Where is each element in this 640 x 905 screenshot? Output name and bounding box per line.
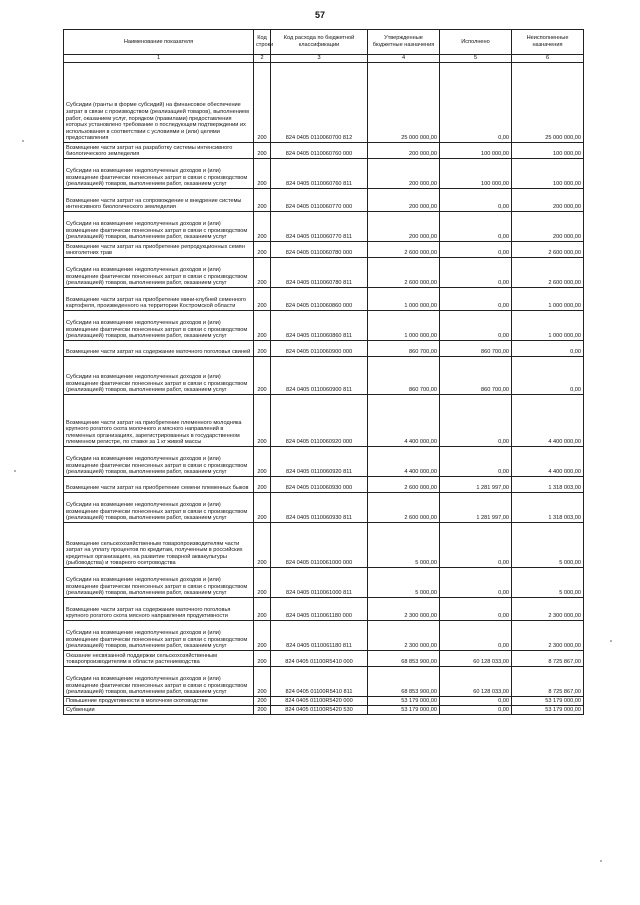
table-row	[64, 568, 584, 598]
approved-amount-cell: 4 400 000,00	[368, 447, 440, 477]
indicator-name-cell: Субсидии на возмещение недополученных доходов и (или) возмещение фактически понесенных затрат в связи с производством (реализацией) товаров, выполнением работ, оказанием услуг	[64, 357, 254, 395]
indicator-name-cell: Субсидии на возмещение недополученных доходов и (или) возмещение фактически понесенных затрат в связи с производством (реализацией) товаров, выполнением работ, оказанием услуг	[64, 159, 254, 189]
unexecuted-amount-cell: 25 000 000,00	[512, 63, 584, 143]
executed-amount-cell: 0,00	[440, 288, 512, 311]
table-row	[64, 621, 584, 651]
table-row	[64, 212, 584, 242]
indicator-name-cell: Субсидии (гранты в форме субсидий) на финансовое обеспечение затрат в связи с производством (реализацией товаров), выполнением работ, оказанием услуг, порядком (правилами) предоставления которых установлено требование о последующем подтверждении их использования в соответствии с условиями и (или) целями предоставления	[64, 63, 254, 143]
line-code-cell: 200	[254, 447, 271, 477]
unexecuted-amount-cell: 5 000,00	[512, 568, 584, 598]
line-code-cell: 200	[254, 242, 271, 258]
header-budget-code: Код расхода по бюджетной классификации	[271, 30, 368, 55]
table-row	[64, 493, 584, 523]
unexecuted-amount-cell: 1 000 000,00	[512, 288, 584, 311]
indicator-name-cell: Возмещение части затрат на содержание маточного поголовья свиней	[64, 341, 254, 357]
line-code-cell: 200	[254, 667, 271, 697]
approved-amount-cell: 53 179 000,00	[368, 697, 440, 706]
column-number: 6	[512, 55, 584, 63]
budget-code-cell: 824 0405 0110060770 000	[271, 189, 368, 212]
unexecuted-amount-cell: 100 000,00	[512, 143, 584, 159]
table-row	[64, 651, 584, 667]
approved-amount-cell: 860 700,00	[368, 341, 440, 357]
budget-code-cell: 824 0405 0110060780 811	[271, 258, 368, 288]
table-row	[64, 242, 584, 258]
line-code-cell: 200	[254, 523, 271, 568]
approved-amount-cell: 25 000 000,00	[368, 63, 440, 143]
line-code-cell: 200	[254, 493, 271, 523]
scan-speck	[14, 470, 16, 472]
column-numbers-row	[64, 55, 584, 63]
header-executed: Исполнено	[440, 30, 512, 55]
budget-code-cell: 824 0405 01100R5420 530	[271, 706, 368, 715]
executed-amount-cell: 100 000,00	[440, 143, 512, 159]
table-row	[64, 706, 584, 715]
table-row	[64, 357, 584, 395]
approved-amount-cell: 4 400 000,00	[368, 395, 440, 447]
column-number: 2	[254, 55, 271, 63]
approved-amount-cell: 68 853 900,00	[368, 667, 440, 697]
header-unexecuted: Неисполненные назначения	[512, 30, 584, 55]
executed-amount-cell: 0,00	[440, 447, 512, 477]
executed-amount-cell: 0,00	[440, 258, 512, 288]
unexecuted-amount-cell: 4 400 000,00	[512, 395, 584, 447]
table-row	[64, 258, 584, 288]
unexecuted-amount-cell: 1 318 003,00	[512, 477, 584, 493]
column-number: 4	[368, 55, 440, 63]
indicator-name-cell: Субсидии на возмещение недополученных доходов и (или) возмещение фактически понесенных затрат в связи с производством (реализацией) товаров, выполнением работ, оказанием услуг	[64, 258, 254, 288]
column-number: 3	[271, 55, 368, 63]
table-row	[64, 395, 584, 447]
approved-amount-cell: 68 853 900,00	[368, 651, 440, 667]
budget-code-cell: 824 0405 0110061000 000	[271, 523, 368, 568]
unexecuted-amount-cell: 200 000,00	[512, 212, 584, 242]
line-code-cell: 200	[254, 311, 271, 341]
budget-code-cell: 824 0405 0110061180 811	[271, 621, 368, 651]
executed-amount-cell: 0,00	[440, 706, 512, 715]
scan-speck	[610, 640, 612, 642]
scan-speck	[600, 860, 602, 862]
budget-code-cell: 824 0405 0110060860 000	[271, 288, 368, 311]
budget-code-cell: 824 0405 0110060930 000	[271, 477, 368, 493]
line-code-cell: 200	[254, 212, 271, 242]
line-code-cell: 200	[254, 621, 271, 651]
approved-amount-cell: 2 600 000,00	[368, 258, 440, 288]
budget-code-cell: 824 0405 0110060860 811	[271, 311, 368, 341]
indicator-name-cell: Возмещение части затрат на сопровождение и внедрение системы интенсивного биологического земледелия	[64, 189, 254, 212]
line-code-cell: 200	[254, 341, 271, 357]
unexecuted-amount-cell: 4 400 000,00	[512, 447, 584, 477]
approved-amount-cell: 1 000 000,00	[368, 288, 440, 311]
budget-code-cell: 824 0405 0110061180 000	[271, 598, 368, 621]
budget-code-cell: 824 0405 0110060920 000	[271, 395, 368, 447]
line-code-cell: 200	[254, 288, 271, 311]
unexecuted-amount-cell: 2 300 000,00	[512, 621, 584, 651]
table-row	[64, 288, 584, 311]
unexecuted-amount-cell: 0,00	[512, 341, 584, 357]
line-code-cell: 200	[254, 568, 271, 598]
approved-amount-cell: 53 179 000,00	[368, 706, 440, 715]
budget-code-cell: 824 0405 0110060900 000	[271, 341, 368, 357]
unexecuted-amount-cell: 53 179 000,00	[512, 706, 584, 715]
indicator-name-cell: Возмещение части затрат на разработку системы интенсивного биологического земледелия	[64, 143, 254, 159]
line-code-cell: 200	[254, 143, 271, 159]
approved-amount-cell: 5 000,00	[368, 523, 440, 568]
table-row	[64, 667, 584, 697]
table-row	[64, 341, 584, 357]
approved-amount-cell: 860 700,00	[368, 357, 440, 395]
approved-amount-cell: 1 000 000,00	[368, 311, 440, 341]
executed-amount-cell: 1 281 997,00	[440, 477, 512, 493]
unexecuted-amount-cell: 5 000,00	[512, 523, 584, 568]
approved-amount-cell: 2 300 000,00	[368, 621, 440, 651]
page-number: 57	[314, 10, 325, 20]
budget-code-cell: 824 0405 01100R5410 000	[271, 651, 368, 667]
approved-amount-cell: 200 000,00	[368, 212, 440, 242]
executed-amount-cell: 60 128 033,00	[440, 651, 512, 667]
budget-code-cell: 824 0405 01100R5410 811	[271, 667, 368, 697]
line-code-cell: 200	[254, 598, 271, 621]
line-code-cell: 200	[254, 697, 271, 706]
unexecuted-amount-cell: 1 318 003,00	[512, 493, 584, 523]
executed-amount-cell: 860 700,00	[440, 341, 512, 357]
executed-amount-cell: 0,00	[440, 311, 512, 341]
table-row	[64, 447, 584, 477]
table-row	[64, 63, 584, 143]
budget-code-cell: 824 0405 0110060900 811	[271, 357, 368, 395]
table-body	[64, 63, 584, 715]
budget-code-cell: 824 0405 01100R5420 000	[271, 697, 368, 706]
line-code-cell: 200	[254, 159, 271, 189]
line-code-cell: 200	[254, 189, 271, 212]
budget-code-cell: 824 0405 0110060920 811	[271, 447, 368, 477]
executed-amount-cell: 0,00	[440, 63, 512, 143]
budget-code-cell: 824 0405 0110060760 811	[271, 159, 368, 189]
unexecuted-amount-cell: 100 000,00	[512, 159, 584, 189]
unexecuted-amount-cell: 2 300 000,00	[512, 598, 584, 621]
budget-code-cell: 824 0405 0110060770 811	[271, 212, 368, 242]
table-row	[64, 477, 584, 493]
budget-report-table	[63, 29, 584, 715]
executed-amount-cell: 0,00	[440, 189, 512, 212]
indicator-name-cell: Субсидии на возмещение недополученных доходов и (или) возмещение фактически понесенных затрат в связи с производством (реализацией) товаров, выполнением работ, оказанием услуг	[64, 212, 254, 242]
budget-code-cell: 824 0405 0110061000 811	[271, 568, 368, 598]
unexecuted-amount-cell: 2 600 000,00	[512, 242, 584, 258]
indicator-name-cell: Возмещение части затрат на приобретение племенного молодняка крупного рогатого скота молочного и мясного направлений в племенных организациях, зарегистрированных в государственном племенном регистре, по ставке за 1 кг живой массы	[64, 395, 254, 447]
executed-amount-cell: 1 281 997,00	[440, 493, 512, 523]
indicator-name-cell: Возмещение части затрат на приобретение репродукционных семян многолетних трав	[64, 242, 254, 258]
executed-amount-cell: 0,00	[440, 697, 512, 706]
unexecuted-amount-cell: 8 725 867,00	[512, 651, 584, 667]
approved-amount-cell: 200 000,00	[368, 143, 440, 159]
executed-amount-cell: 100 000,00	[440, 159, 512, 189]
indicator-name-cell: Субсидии на возмещение недополученных доходов и (или) возмещение фактически понесенных затрат в связи с производством (реализацией) товаров, выполнением работ, оказанием услуг	[64, 493, 254, 523]
table-row	[64, 189, 584, 212]
executed-amount-cell: 0,00	[440, 568, 512, 598]
table-row	[64, 598, 584, 621]
line-code-cell: 200	[254, 477, 271, 493]
approved-amount-cell: 2 300 000,00	[368, 598, 440, 621]
approved-amount-cell: 5 000,00	[368, 568, 440, 598]
table-row	[64, 311, 584, 341]
table-header-row	[64, 30, 584, 55]
indicator-name-cell: Возмещение части затрат на содержание маточного поголовья крупного рогатого скота мясного направления продуктивности	[64, 598, 254, 621]
table-row	[64, 697, 584, 706]
header-indicator-name: Наименование показателя	[64, 30, 254, 55]
indicator-name-cell: Субсидии на возмещение недополученных доходов и (или) возмещение фактически понесенных затрат в связи с производством (реализацией) товаров, выполнением работ, оказанием услуг	[64, 621, 254, 651]
column-number: 5	[440, 55, 512, 63]
executed-amount-cell: 0,00	[440, 523, 512, 568]
executed-amount-cell: 0,00	[440, 395, 512, 447]
table-row	[64, 143, 584, 159]
unexecuted-amount-cell: 8 725 867,00	[512, 667, 584, 697]
indicator-name-cell: Повышение продуктивности в молочном скотоводстве	[64, 697, 254, 706]
line-code-cell: 200	[254, 395, 271, 447]
indicator-name-cell: Субсидии на возмещение недополученных доходов и (или) возмещение фактически понесенных затрат в связи с производством (реализацией) товаров, выполнением работ, оказанием услуг	[64, 447, 254, 477]
scan-speck	[22, 140, 24, 142]
unexecuted-amount-cell: 2 600 000,00	[512, 258, 584, 288]
approved-amount-cell: 200 000,00	[368, 189, 440, 212]
executed-amount-cell: 860 700,00	[440, 357, 512, 395]
approved-amount-cell: 2 600 000,00	[368, 242, 440, 258]
indicator-name-cell: Оказание несвязанной поддержки сельскохозяйственным товаропроизводителям в области растениеводства	[64, 651, 254, 667]
table-row	[64, 523, 584, 568]
approved-amount-cell: 2 600 000,00	[368, 493, 440, 523]
line-code-cell: 200	[254, 357, 271, 395]
indicator-name-cell: Субсидии на возмещение недополученных доходов и (или) возмещение фактически понесенных затрат в связи с производством (реализацией) товаров, выполнением работ, оказанием услуг	[64, 311, 254, 341]
line-code-cell: 200	[254, 63, 271, 143]
indicator-name-cell: Возмещение части затрат на приобретение мини-клубней семенного картофеля, произведенного на территории Костромской области	[64, 288, 254, 311]
unexecuted-amount-cell: 1 000 000,00	[512, 311, 584, 341]
line-code-cell: 200	[254, 258, 271, 288]
budget-code-cell: 824 0405 0110060780 000	[271, 242, 368, 258]
unexecuted-amount-cell: 200 000,00	[512, 189, 584, 212]
budget-code-cell: 824 0405 0110060760 000	[271, 143, 368, 159]
indicator-name-cell: Субсидии на возмещение недополученных доходов и (или) возмещение фактически понесенных затрат в связи с производством (реализацией) товаров, выполнением работ, оказанием услуг	[64, 568, 254, 598]
column-number: 1	[64, 55, 254, 63]
indicator-name-cell: Возмещение сельскохозяйственным товаропроизводителям части затрат на уплату процентов по кредитам, полученным в российских кредитных организациях, на развитие товарной аквакультуры (рыбоводства) и товарного осетроводства	[64, 523, 254, 568]
executed-amount-cell: 60 128 033,00	[440, 667, 512, 697]
executed-amount-cell: 0,00	[440, 621, 512, 651]
indicator-name-cell: Субвенции	[64, 706, 254, 715]
line-code-cell: 200	[254, 706, 271, 715]
header-approved: Утвержденные бюджетные назначения	[368, 30, 440, 55]
executed-amount-cell: 0,00	[440, 598, 512, 621]
budget-code-cell: 824 0405 0110060700 812	[271, 63, 368, 143]
executed-amount-cell: 0,00	[440, 242, 512, 258]
unexecuted-amount-cell: 0,00	[512, 357, 584, 395]
budget-code-cell: 824 0405 0110060930 811	[271, 493, 368, 523]
approved-amount-cell: 200 000,00	[368, 159, 440, 189]
approved-amount-cell: 2 600 000,00	[368, 477, 440, 493]
indicator-name-cell: Субсидии на возмещение недополученных доходов и (или) возмещение фактически понесенных затрат в связи с производством (реализацией) товаров, выполнением работ, оказанием услуг	[64, 667, 254, 697]
header-line-code: Код строки	[254, 30, 271, 55]
indicator-name-cell: Возмещение части затрат на приобретение семени племенных быков	[64, 477, 254, 493]
table-row	[64, 159, 584, 189]
unexecuted-amount-cell: 53 179 000,00	[512, 697, 584, 706]
executed-amount-cell: 0,00	[440, 212, 512, 242]
line-code-cell: 200	[254, 651, 271, 667]
